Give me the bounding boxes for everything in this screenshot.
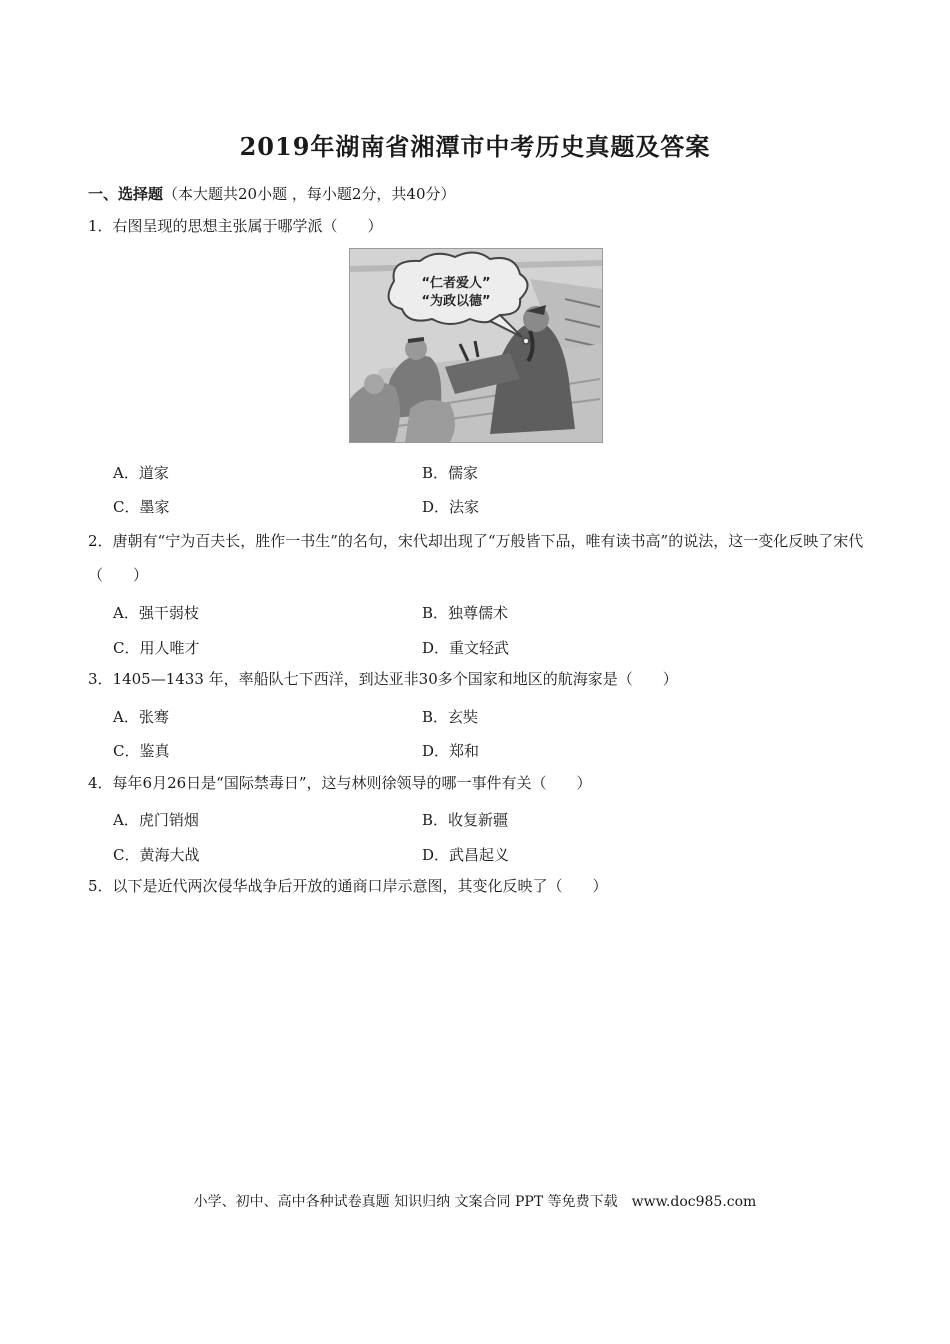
q3-option-a[interactable]: A．张骞 <box>113 708 169 726</box>
q3-option-d[interactable]: D．郑和 <box>422 742 480 760</box>
section-title: 一、选择题 <box>88 185 164 203</box>
q1-option-a[interactable]: A．道家 <box>113 464 169 482</box>
bubble-text-2: “为政以德” <box>421 294 491 309</box>
q3-option-b[interactable]: B．玄奘 <box>422 708 479 726</box>
section-note: （本大题共20小题 ，每小题2分，共40分） <box>163 185 456 203</box>
page-title: 2019年湖南省湘潭市中考历史真题及答案 <box>239 132 711 161</box>
question-4: 4．每年6月26日是“国际禁毒日”，这与林则徐领导的哪一事件有关（ ） <box>88 774 592 792</box>
q2-option-b[interactable]: B．独尊儒术 <box>422 604 509 622</box>
q2-option-d[interactable]: D．重文轻武 <box>422 639 510 657</box>
q1-option-c[interactable]: C．墨家 <box>113 498 170 516</box>
confucius-illustration <box>349 248 603 443</box>
question-3: 3．1405—1433 年，率船队七下西洋，到达亚非30多个国家和地区的航海家是（ ） <box>88 670 678 688</box>
q4-option-c[interactable]: C．黄海大战 <box>113 846 200 864</box>
question-5: 5．以下是近代两次侵华战争后开放的通商口岸示意图，其变化反映了（ ） <box>88 877 608 895</box>
illustration-drawing <box>350 249 602 442</box>
section-heading <box>88 183 456 204</box>
q4-option-d[interactable]: D．武昌起义 <box>422 846 510 864</box>
page-footer: 小学、初中、高中各种试卷真题 知识归纳 文案合同 PPT 等免费下载 www.doc985.com <box>193 1194 757 1210</box>
q1-option-d[interactable]: D．法家 <box>422 498 480 516</box>
q1-option-b[interactable]: B．儒家 <box>422 464 479 482</box>
q4-option-a[interactable]: A．虎门销烟 <box>113 811 199 829</box>
question-2: 2．唐朝有“宁为百夫长，胜作一书生”的名句，宋代却出现了“万般皆下品，唯有读书高”的说法，这一变化反映了宋代（ ） <box>88 532 864 584</box>
q3-option-c[interactable]: C．鉴真 <box>113 742 170 760</box>
q2-option-c[interactable]: C．用人唯才 <box>113 639 200 657</box>
question-1: 1．右图呈现的思想主张属于哪学派（ ） <box>88 217 383 235</box>
q4-option-b[interactable]: B．收复新疆 <box>422 811 509 829</box>
q2-option-a[interactable]: A．强干弱枝 <box>113 604 199 622</box>
bubble-text-1: “仁者爱人” <box>421 276 491 291</box>
